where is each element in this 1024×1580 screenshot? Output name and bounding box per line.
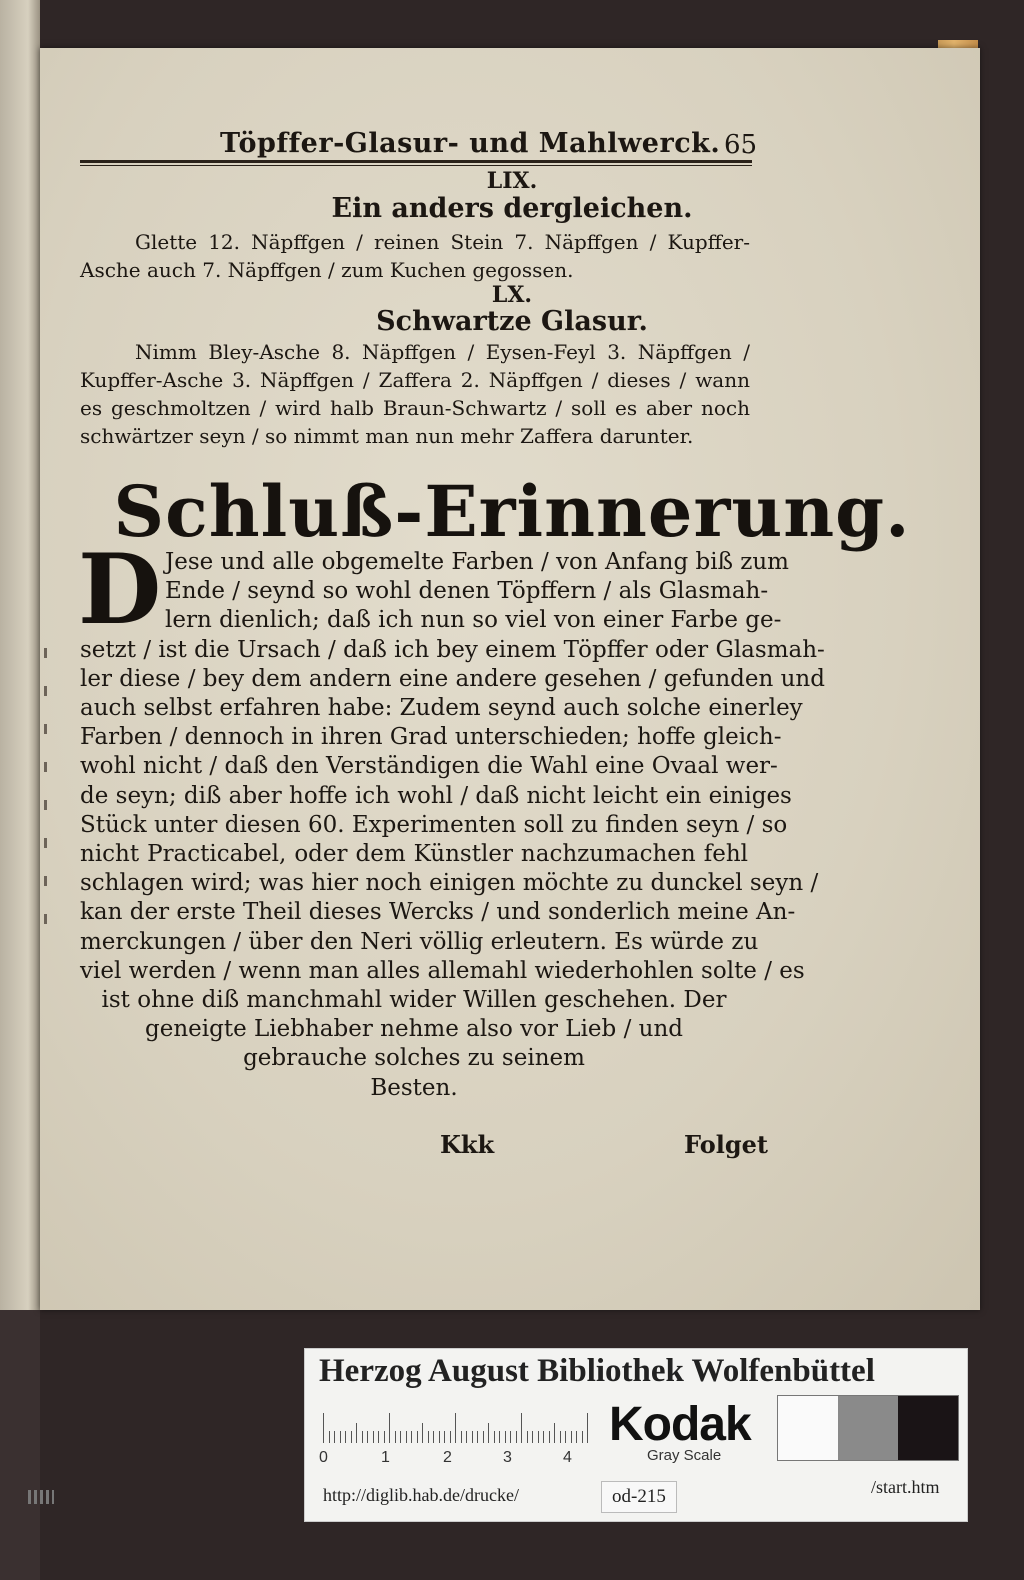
ruler-tick bbox=[516, 1431, 517, 1443]
ruler-tick bbox=[549, 1431, 550, 1443]
gutter-marks bbox=[44, 648, 50, 1008]
ruler-tick bbox=[378, 1431, 379, 1443]
kodak-logo: Kodak bbox=[609, 1398, 751, 1451]
body-line: geneigte Liebhaber nehme also vor Lieb / und bbox=[145, 1016, 683, 1043]
ruler-tick bbox=[560, 1431, 561, 1443]
body-line: Jese und alle obgemelte Farben / von Anfang biß zum bbox=[165, 549, 789, 575]
ruler-tick bbox=[345, 1431, 346, 1443]
gray-scale-label: Gray Scale bbox=[647, 1447, 722, 1464]
ruler-tick bbox=[505, 1431, 506, 1443]
ruler-tick bbox=[334, 1431, 335, 1443]
body-line: Farben / dennoch in ihren Grad unterschieden; hoffe gleich- bbox=[80, 724, 782, 751]
gray-scale-swatches bbox=[777, 1395, 959, 1461]
header-rule-thin bbox=[80, 165, 752, 166]
ruler-tick bbox=[576, 1431, 577, 1443]
ruler-tick bbox=[411, 1431, 412, 1443]
page-number: 65 bbox=[724, 130, 758, 160]
ruler-tick bbox=[395, 1431, 396, 1443]
ruler-tick bbox=[323, 1413, 324, 1443]
ruler-tick bbox=[543, 1431, 544, 1443]
ruler-tick bbox=[389, 1413, 390, 1443]
ruler-tick bbox=[422, 1423, 423, 1443]
ruler-tick bbox=[417, 1431, 418, 1443]
ruler-tick bbox=[384, 1431, 385, 1443]
ruler-tick bbox=[450, 1431, 451, 1443]
corner-mark bbox=[28, 1490, 54, 1504]
body-line: auch selbst erfahren habe: Zudem seynd auch solche einerley bbox=[80, 695, 803, 722]
ruler-tick bbox=[439, 1431, 440, 1443]
ruler-tick bbox=[373, 1431, 374, 1443]
ruler-tick bbox=[433, 1431, 434, 1443]
ruler-tick bbox=[367, 1431, 368, 1443]
ruler-tick bbox=[483, 1431, 484, 1443]
ruler-tick bbox=[554, 1423, 555, 1443]
body-line: Ende / seynd so wohl denen Töpffern / als Glasmah- bbox=[165, 578, 769, 605]
drop-cap: D bbox=[78, 533, 162, 646]
running-head: Töpffer-Glasur- und Mahlwerck. bbox=[220, 128, 721, 159]
body-line: ist ohne diß manchmahl wider Willen geschehen. Der bbox=[101, 987, 727, 1014]
body-line: wohl nicht / daß den Verständigen die Wahl eine Ovaal wer- bbox=[80, 753, 778, 780]
shelfmark: od-215 bbox=[601, 1481, 677, 1513]
ruler-tick bbox=[527, 1431, 528, 1443]
body-line: gebrauche solches zu seinem bbox=[243, 1045, 585, 1072]
ruler-tick-label: 3 bbox=[503, 1449, 512, 1466]
body-line: viel werden / wenn man alles allemahl wiederhohlen solte / es bbox=[80, 957, 805, 984]
ruler-tick bbox=[510, 1431, 511, 1443]
body-line: kan der erste Theil dieses Wercks / und sonderlich meine An- bbox=[80, 899, 796, 926]
swatch-black bbox=[898, 1396, 958, 1460]
body-line: de seyn; diß aber hoffe ich wohl / daß nicht leicht ein einiges bbox=[80, 782, 792, 809]
swatch-white bbox=[778, 1396, 838, 1460]
ruler-tick bbox=[565, 1431, 566, 1443]
ruler-tick bbox=[521, 1413, 522, 1443]
ruler-tick bbox=[488, 1423, 489, 1443]
ruler-tick bbox=[499, 1431, 500, 1443]
library-label bbox=[304, 1348, 968, 1522]
ruler-tick bbox=[494, 1431, 495, 1443]
catchword: Folget bbox=[684, 1130, 768, 1159]
section-text: Nimm Bley-Asche 8. Näpffgen / Eysen-Feyl 3. Näpffgen / Kupffer-Asche 3. Näpffgen / Zaffera 2. Näpffgen / dieses / wann es geschmoltzen / wird halb Braun-Schwartz / soll es aber noch schwärtzer seyn / so nimmt man nun mehr Zaffera darunter. bbox=[80, 340, 750, 448]
ruler-tick bbox=[472, 1431, 473, 1443]
ruler-tick bbox=[571, 1431, 572, 1443]
ruler-tick bbox=[362, 1431, 363, 1443]
library-name: Herzog August Bibliothek Wolfenbüttel bbox=[319, 1353, 875, 1389]
ruler-tick bbox=[582, 1431, 583, 1443]
ruler-tick bbox=[406, 1431, 407, 1443]
signature-mark: Kkk bbox=[440, 1130, 495, 1159]
ruler-tick-label: 1 bbox=[381, 1449, 390, 1466]
ruler-tick-label: 2 bbox=[443, 1449, 452, 1466]
ruler-tick bbox=[356, 1423, 357, 1443]
closing-title: Schluß-Erinnerung. bbox=[113, 470, 911, 553]
ruler-tick bbox=[400, 1431, 401, 1443]
body-line: merckungen / über den Neri völlig erleutern. Es würde zu bbox=[80, 928, 759, 955]
header-rule bbox=[80, 160, 752, 163]
url-suffix: /start.htm bbox=[871, 1477, 940, 1497]
ruler-tick bbox=[466, 1431, 467, 1443]
body-line: schlagen wird; was hier noch einigen möchte zu dunckel seyn / bbox=[80, 870, 819, 897]
body-line: Stück unter diesen 60. Experimenten soll zu finden seyn / so bbox=[80, 811, 788, 838]
ruler-tick bbox=[444, 1431, 445, 1443]
ruler-tick-label: 4 bbox=[563, 1449, 572, 1466]
section-numeral: LIX. bbox=[486, 168, 538, 194]
closing-paragraph bbox=[80, 548, 825, 1103]
ruler-tick bbox=[532, 1431, 533, 1443]
section-heading: Schwartze Glasur. bbox=[376, 306, 648, 337]
ruler-tick bbox=[538, 1431, 539, 1443]
body-line: setzt / ist die Ursach / daß ich bey einem Töpffer oder Glasmah- bbox=[80, 636, 825, 663]
ruler-tick bbox=[587, 1413, 588, 1443]
body-line: lern dienlich; daß ich nun so viel von einer Farbe ge- bbox=[165, 607, 782, 634]
body-line: ler diese / bey dem andern eine andere gesehen / gefunden und bbox=[80, 665, 825, 692]
body-line: nicht Practicabel, oder dem Künstler nachzumachen fehl bbox=[80, 841, 748, 868]
body-line: Besten. bbox=[370, 1074, 458, 1101]
ruler-tick bbox=[329, 1431, 330, 1443]
ruler-tick-labels bbox=[319, 1449, 599, 1469]
swatch-gray bbox=[838, 1396, 898, 1460]
url-prefix: http://diglib.hab.de/drucke/ bbox=[323, 1485, 519, 1505]
ruler-tick bbox=[477, 1431, 478, 1443]
section-text: Glette 12. Näpffgen / reinen Stein 7. Näpffgen / Kupffer-Asche auch 7. Näpffgen / zum Kuchen gegossen. bbox=[80, 230, 750, 282]
ruler-tick bbox=[461, 1431, 462, 1443]
ruler-tick bbox=[428, 1431, 429, 1443]
section-numeral: LX. bbox=[491, 282, 533, 308]
scale-ruler bbox=[323, 1409, 593, 1443]
ruler-tick bbox=[340, 1431, 341, 1443]
section-heading: Ein anders dergleichen. bbox=[331, 193, 693, 224]
ruler-tick bbox=[455, 1413, 456, 1443]
ruler-tick-label: 0 bbox=[319, 1449, 328, 1466]
ruler-tick bbox=[351, 1431, 352, 1443]
